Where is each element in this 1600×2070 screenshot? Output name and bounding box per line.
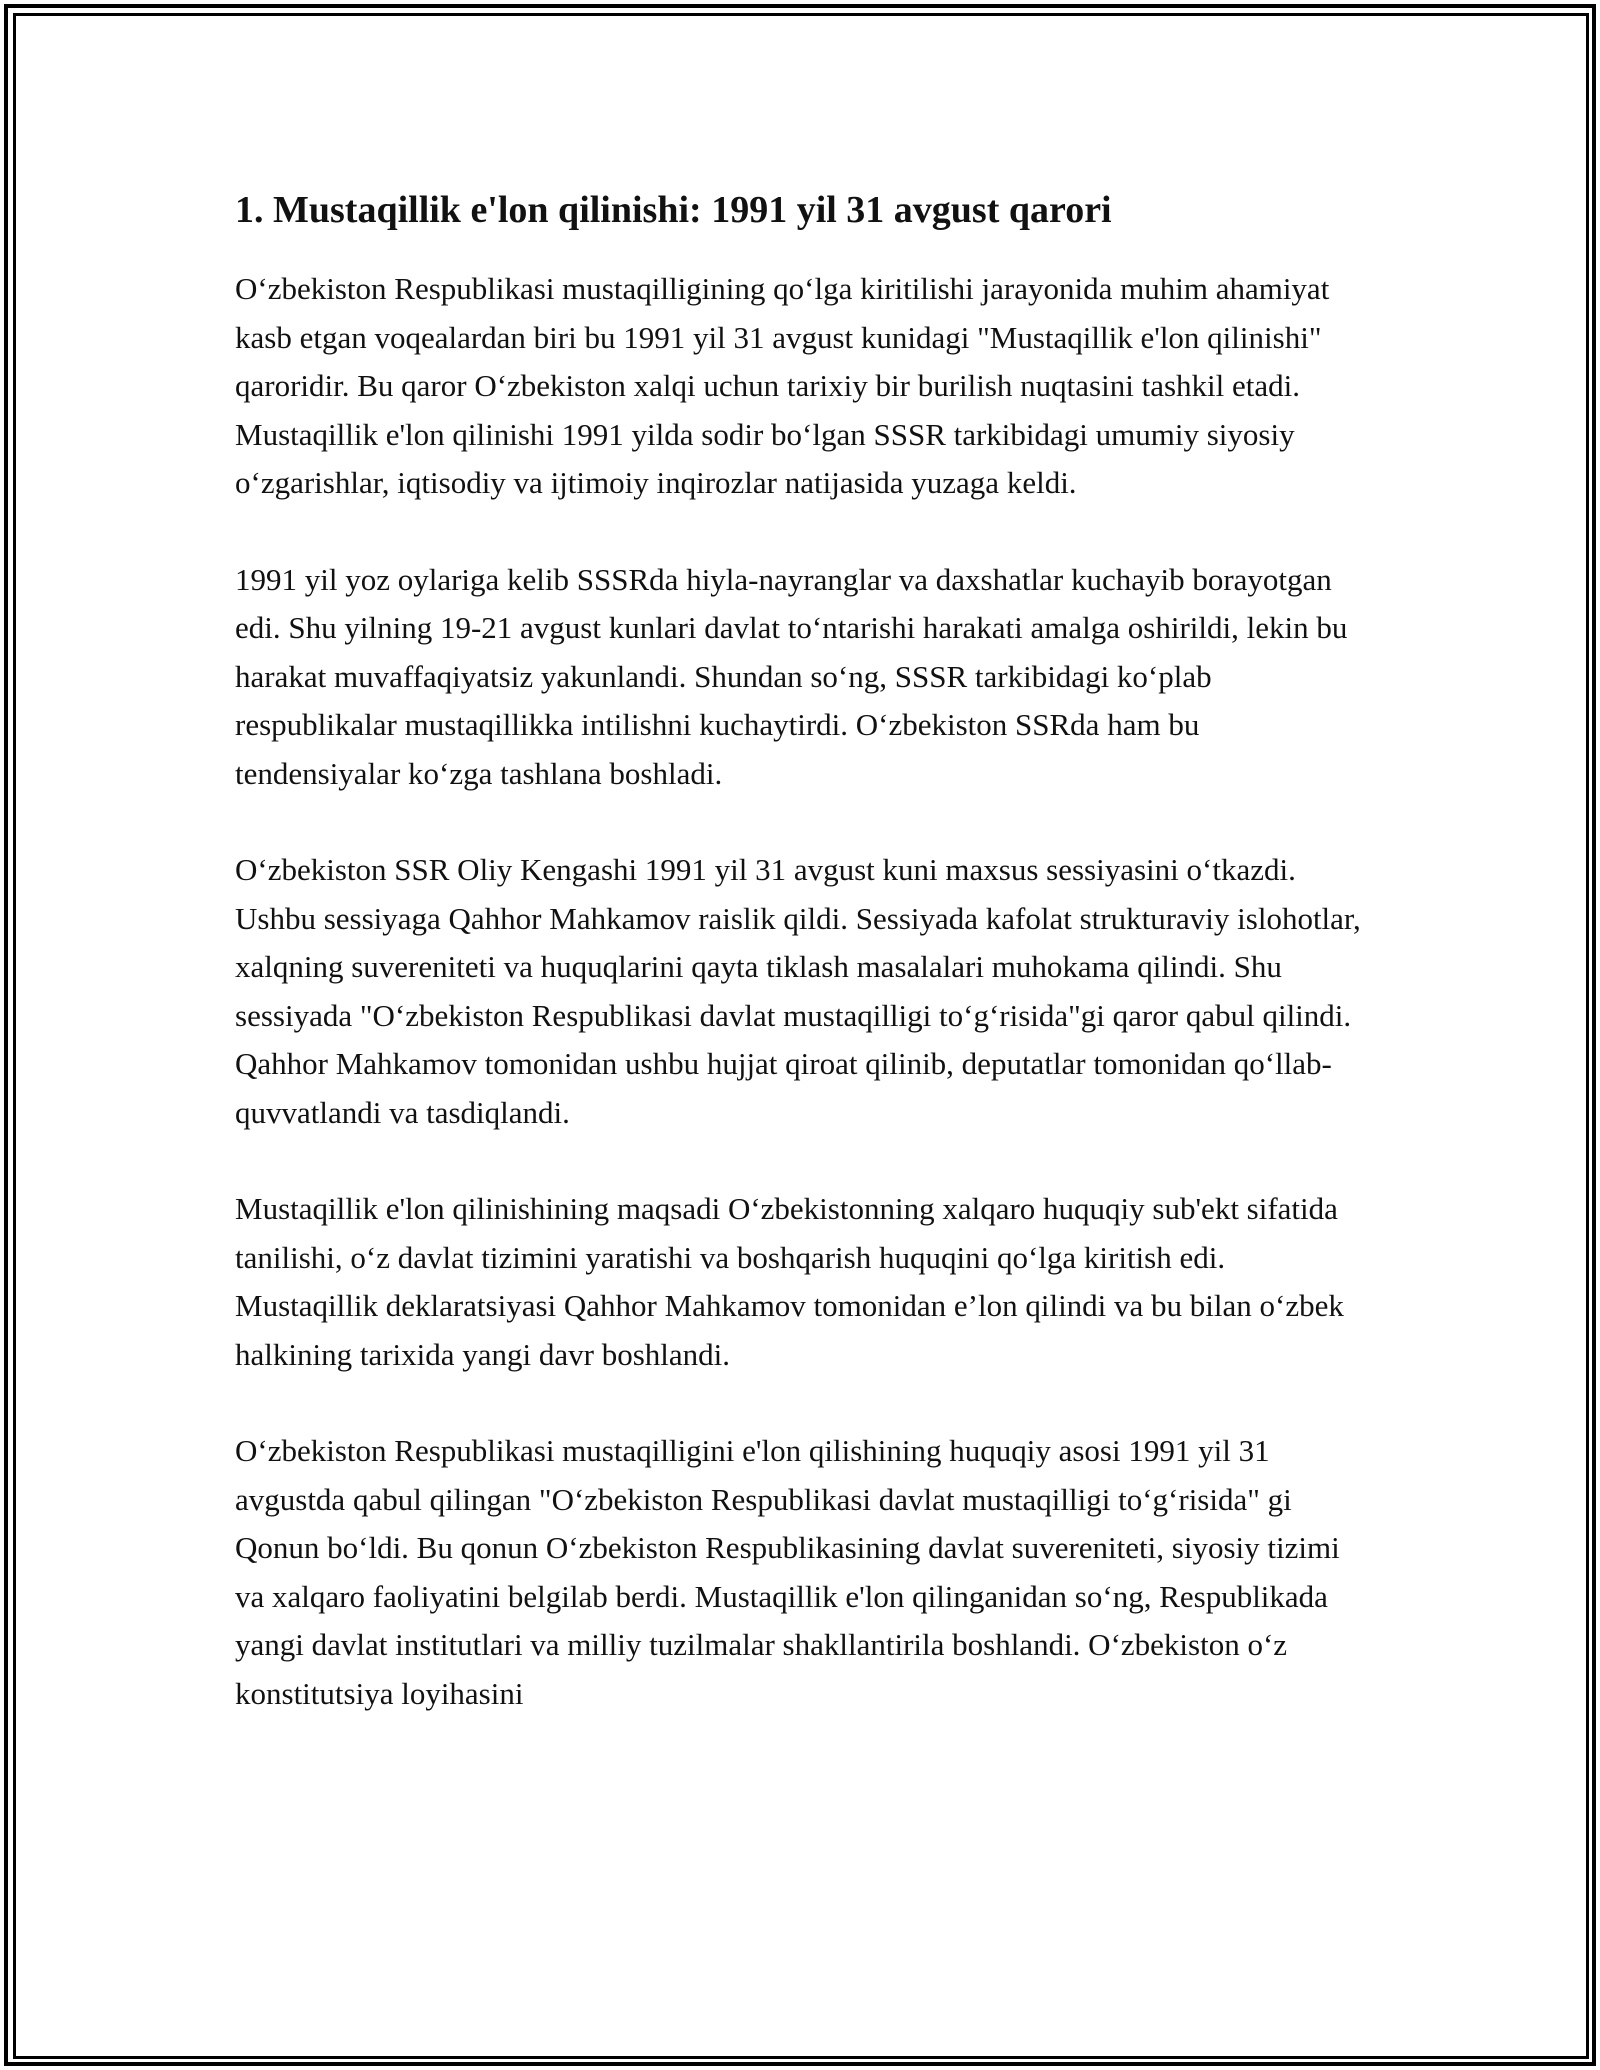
paragraph-2: 1991 yil yoz oylariga kelib SSSRda hiyla-nayranglar va daxshatlar kuchayib borayotgan edi. Shu yilning 19-21 avgust kunlari davlat to‘ntarishi harakati amalga oshirildi, lekin bu harakat muvaffaqiyatsiz yakunlandi. Shundan so‘ng, SSSR tarkibidagi ko‘plab respublikalar mustaqillikka intilishni kuchaytirdi. O‘zbekiston SSRda ham bu tendensiyalar ko‘zga tashlana boshladi.: [235, 561, 1348, 791]
paragraph-3: O‘zbekiston SSR Oliy Kengashi 1991 yil 31 avgust kuni maxsus sessiyasini o‘tkazdi. Ushbu sessiyaga Qahhor Mahkamov raislik qildi. Sessiyada kafolat strukturaviy islohotlar, xalqning suvereniteti va huquqlarini qayta tiklash masalalari muhokama qilindi. Shu sessiyada "O‘zbekiston Respublikasi davlat mustaqilligi to‘g‘risida"gi qaror qabul qilindi. Qahhor Mahkamov tomonidan ushbu hujjat qiroat qilinib, deputatlar tomonidan qo‘llab-quvvatlandi va tasdiqlandi.: [235, 852, 1361, 1130]
paragraph-1: O‘zbekiston Respublikasi mustaqilligining qo‘lga kiritilishi jarayonida muhim ahamiyat kasb etgan voqealardan biri bu 1991 yil 31 avgust kunidagi "Mustaqillik e'lon qilinishi" qaroridir. Bu qaror O‘zbekiston xalqi uchun tarixiy bir burilish nuqtasini tashkil etadi. Mustaqillik e'lon qilinishi 1991 yilda sodir bo‘lgan SSSR tarkibidagi umumiy siyosiy o‘zgarishlar, iqtisodiy va ijtimoiy inqirozlar natijasida yuzaga keldi.: [235, 271, 1330, 501]
section-heading: 1. Mustaqillik e'lon qilinishi: 1991 yil 31 avgust qarori: [235, 189, 1112, 231]
paragraph-4: Mustaqillik e'lon qilinishining maqsadi O‘zbekistonning xalqaro huquqiy sub'ekt sifatida tanilishi, o‘z davlat tizimini yaratishi va boshqarish huquqini qo‘lga kiritish edi. Mustaqillik deklaratsiyasi Qahhor Mahkamov tomonidan e’lon qilindi va bu bilan o‘zbek halkining tarixida yangi davr boshlandi.: [235, 1191, 1344, 1372]
document-body: [235, 186, 1370, 1766]
paragraph-5: O‘zbekiston Respublikasi mustaqilligini e'lon qilishining huquqiy asosi 1991 yil 31 avgustda qabul qilingan "O‘zbekiston Respublikasi davlat mustaqilligi to‘g‘risida" gi Qonun bo‘ldi. Bu qonun O‘zbekiston Respublikasining davlat suvereniteti, siyosiy tizimi va xalqaro faoliyatini belgilab berdi. Mustaqillik e'lon qilinganidan so‘ng, Respublikada yangi davlat institutlari va milliy tuzilmalar shakllantirila boshlandi. O‘zbekiston o‘z konstitutsiya loyihasini: [235, 1433, 1340, 1711]
